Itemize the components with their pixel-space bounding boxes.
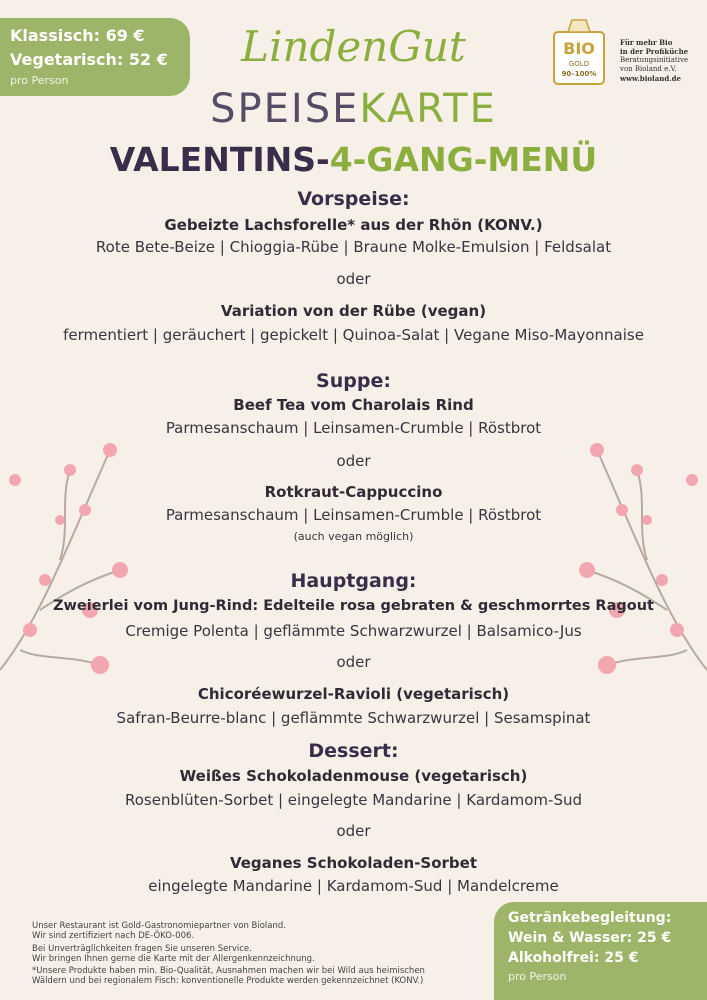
starter-heading: Vorspeise:: [297, 188, 410, 210]
classic-price: Klassisch: 69 €: [10, 26, 145, 45]
starter-desc-2: fermentiert | geräuchert | gepickelt | Quinoa-Salat | Vegane Miso-Mayonnaise: [63, 326, 644, 344]
drinks-badge: [494, 902, 707, 1000]
bio-gold-seal-icon: [552, 18, 606, 86]
footer-partner-note: Unser Restaurant ist Gold-Gastronomiepartner von Bioland. Wir sind zertifiziert nach DE-ÖKO-006.: [32, 921, 286, 941]
main-desc-1: Cremige Polenta | geflämmte Schwarzwurzel | Balsamico-Jus: [125, 622, 582, 640]
main-desc-2: Safran-Beurre-blanc | geflämmte Schwarzwurzel | Sesamspinat: [116, 709, 591, 727]
drinks-per-person: pro Person: [508, 970, 567, 983]
soup-desc-1: Parmesanschaum | Leinsamen-Crumble | Röstbrot: [165, 419, 542, 437]
main-or: oder: [336, 653, 371, 671]
main-dish-2: Chicoréewurzel-Ravioli (vegetarisch): [197, 685, 510, 703]
starter-or: oder: [336, 270, 371, 288]
vegetarian-price: Vegetarisch: 52 €: [10, 50, 168, 69]
soup-dish-2: Rotkraut-Cappuccino: [264, 483, 443, 501]
per-person-label: pro Person: [10, 74, 69, 87]
dessert-dish-1: Weißes Schokoladenmouse (vegetarisch): [179, 767, 528, 785]
starter-desc-1: Rote Bete-Beize | Chioggia-Rübe | Braune Molke-Emulsion | Feldsalat: [95, 238, 612, 256]
dessert-or: oder: [336, 822, 371, 840]
dessert-heading: Dessert:: [308, 740, 399, 762]
drinks-title: Getränkebegleitung:: [508, 910, 672, 926]
drinks-nonalc-price: Alkoholfrei: 25 €: [508, 950, 639, 966]
menu-title: VALENTINS-4-GANG-MENÜ: [109, 140, 598, 179]
starter-dish-2: Variation von der Rübe (vegan): [220, 302, 487, 320]
svg-text:BIO: BIO: [563, 39, 595, 58]
bio-info-text: Für mehr Bio in der Profiküche Beratungsinitiative von Bioland e.V. www.bioland.de: [620, 38, 689, 83]
soup-heading: Suppe:: [316, 370, 391, 392]
footer-organic-note: *Unsere Produkte haben min. Bio-Qualität, Ausnahmen machen wir bei Wild aus heimischen Wäldern und bei regionalem Fisch: konventionelle Produkte werden gekennzeichnet (KONV.): [32, 966, 425, 986]
dessert-dish-2: Veganes Schokoladen-Sorbet: [229, 854, 478, 872]
soup-desc-2: Parmesanschaum | Leinsamen-Crumble | Röstbrot: [165, 506, 542, 524]
page-title: SPEISEKARTE: [210, 86, 497, 132]
main-dish-1: Zweierlei vom Jung-Rind: Edelteile rosa gebraten & geschmorrtes Ragout: [53, 598, 654, 614]
svg-text:GOLD: GOLD: [568, 60, 590, 68]
drinks-wine-price: Wein & Wasser: 25 €: [508, 930, 672, 946]
lindengut-logo: LindenGut: [241, 22, 466, 71]
soup-dish-1: Beef Tea vom Charolais Rind: [233, 396, 474, 414]
dessert-desc-1: Rosenblüten-Sorbet | eingelegte Mandarine | Kardamom-Sud: [125, 791, 582, 809]
soup-or: oder: [336, 452, 371, 470]
main-heading: Hauptgang:: [290, 570, 417, 592]
starter-dish-1: Gebeizte Lachsforelle* aus der Rhön (KONV.): [164, 216, 543, 234]
dessert-desc-2: eingelegte Mandarine | Kardamom-Sud | Mandelcreme: [148, 877, 559, 895]
svg-text:90–100%: 90–100%: [561, 70, 597, 78]
footer-allergy-note: Bei Unverträglichkeiten fragen Sie unseren Service. Wir bringen Ihnen gerne die Karte mit der Allergenkennzeichnung.: [32, 944, 315, 964]
soup-note: (auch vegan möglich): [293, 530, 414, 543]
